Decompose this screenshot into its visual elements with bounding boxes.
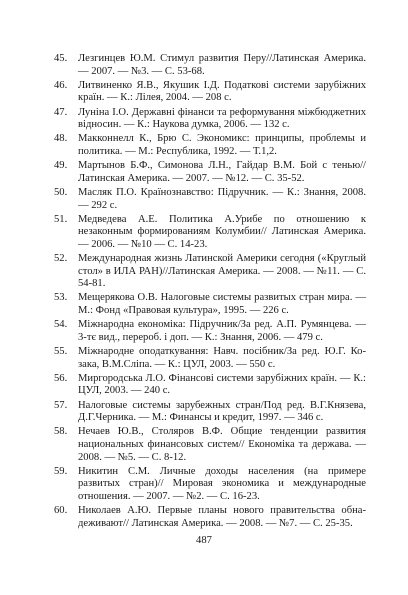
reference-number: 59. [54,465,68,477]
reference-number: 48. [54,133,68,145]
reference-text: Масляк П.О. Країнознавство: Підручник. — К.: Знання, 2008. — 292 с. [78,186,366,211]
reference-item [54,133,366,158]
reference-number: 58. [54,426,68,438]
reference-number: 49. [54,160,68,172]
reference-item [54,187,366,212]
reference-number: 56. [54,372,68,384]
reference-text: Николаев А.Ю. Первые планы нового правительства обнадеживают// Латинская Америка. — 2008. — №7. — С. 25-35. [78,505,366,529]
reference-item [54,80,366,105]
reference-text: Медведева А.Е. Политика А.Урибе по отношению к незаконным формированиям Колумбии// Латинская Америка. — 2006. — №10 — С. 14-23. [78,213,366,250]
reference-text: Налоговые системы зарубежных стран/Под ред. В.Г.Князева, Д.Г.Черника. — М.: Финансы и кредит, 1997. — 346 с. [78,399,366,424]
reference-item [54,107,366,132]
reference-item [54,346,366,371]
reference-item [54,426,366,464]
reference-number: 52. [54,253,68,265]
reference-item [54,505,366,530]
reference-text: Міжнародне оподаткування: Навч. посібник/За ред. Ю.Г. Козака, В.М.Сліпа. — К.: ЦУЛ, 2003. — 550 с. [78,346,366,370]
reference-number: 47. [54,106,68,118]
reference-item [54,466,366,504]
reference-item [54,292,366,317]
reference-number: 46. [54,79,68,91]
reference-number: 51. [54,213,68,225]
reference-number: 55. [54,346,68,357]
page-number: 487 [196,535,212,546]
reference-text: Мартынов Б.Ф., Симонова Л.Н., Гайдар В.М. Бой с тенью// Латинская Америка. — 2007. — №12. — С. 35-52. [78,160,366,184]
reference-item [54,253,366,291]
reference-item [54,53,366,78]
reference-item [54,214,366,252]
reference-text: Нечаев Ю.В., Столяров В.Ф. Общие тенденции развития национальных финансовых систем// Економіка та держава. — 2008. — №5. — С. 8-12. [78,426,366,463]
reference-item [54,319,366,344]
reference-number: 57. [54,399,68,411]
reference-number: 60. [54,505,68,517]
reference-item [54,160,366,185]
reference-item [54,373,366,398]
reference-text: Лезгинцев Ю.М. Стимул развития Перу//Латинская Америка. — 2007. — №3. — С. 53-68. [78,53,366,77]
reference-list [54,53,366,532]
reference-number: 45. [54,53,68,64]
reference-text: Мещерякова О.В. Налоговые системы развитых стран мира. — М.: Фонд «Правовая культура», 1995. — 226 с. [78,292,366,317]
reference-number: 54. [54,319,68,331]
reference-number: 53. [54,292,68,304]
reference-number: 50. [54,186,68,198]
reference-text: Никитин С.М. Личные доходы населения (на примере развитых стран)// Мировая экономика и международные отношения. — 2007. — №2. — С. 16-23. [78,465,366,502]
reference-text: Макконнелл К., Брю С. Экономикс: принципы, проблемы и политика. — М.: Республика, 1992. — Т.1,2. [78,133,366,157]
reference-text: Международная жизнь Латинской Америки сегодня («Круглый стол» в ИЛА РАН)//Латинская Америка. — 2008. — №11. — С. 54-81. [78,253,366,290]
reference-text: Литвиненко Я.В., Якушик І.Д. Податкові системи зарубіжних країн. — К.: Лілея, 2004. — 208 с. [78,79,366,104]
reference-text: Міжнародна економіка: Підручник/За ред. А.П. Румянцева. — 3-тє вид., перероб. і доп. — К.: Знання, 2006. — 479 с. [78,319,366,343]
reference-item [54,400,366,425]
reference-text: Лунiна І.О. Державні фінанси та реформування міжбюджетних відносин. — К.: Наукова думка, 2006. — 132 с. [78,106,366,131]
reference-text: Миргородська Л.О. Фінансові системи зарубіжних країн. — К.: ЦУЛ, 2003. — 240 с. [78,372,366,397]
